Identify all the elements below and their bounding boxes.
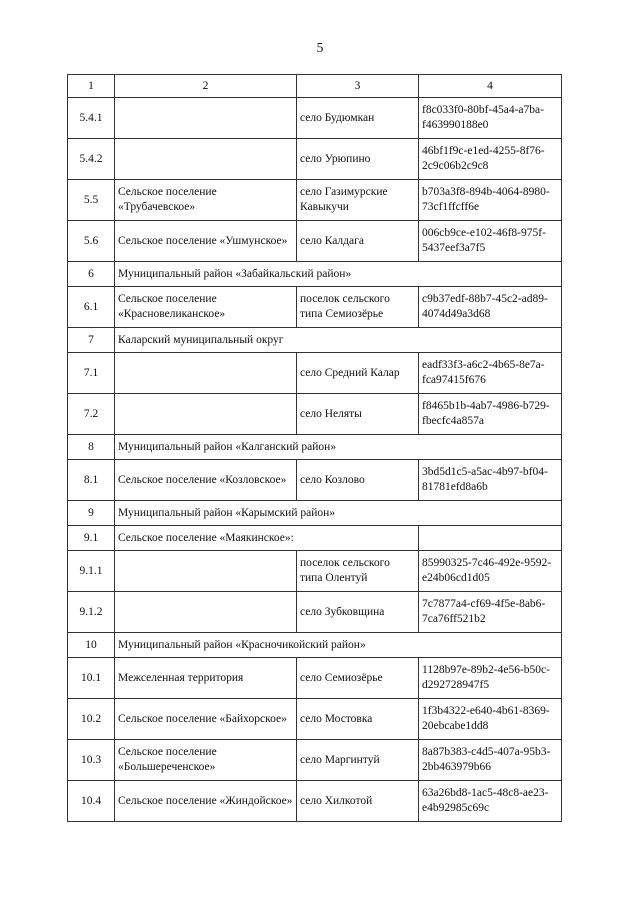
header-cell-2: 2 xyxy=(115,75,297,98)
settlement-cell xyxy=(115,394,297,435)
table-row xyxy=(68,658,562,699)
identifier-cell: c9b37edf-88b7-45c2-ad89-4074d49a3d68 xyxy=(419,287,562,328)
table-row xyxy=(68,633,562,658)
row-number-cell: 5.4.1 xyxy=(68,98,115,139)
locality-cell: поселок сельского типа Олентуй xyxy=(297,551,419,592)
locality-cell: село Средний Калар xyxy=(297,353,419,394)
table-row xyxy=(68,262,562,287)
page-number: 5 xyxy=(316,40,324,55)
table-row xyxy=(68,740,562,781)
table-row xyxy=(68,394,562,435)
locality-cell: село Семиозёрье xyxy=(297,658,419,699)
row-number-cell: 6.1 xyxy=(68,287,115,328)
table-row xyxy=(68,98,562,139)
locality-cell: село Маргинтуй xyxy=(297,740,419,781)
district-heading-cell: Каларский муниципальный округ xyxy=(115,328,562,353)
row-number-cell: 7.1 xyxy=(68,353,115,394)
row-number-cell: 5.4.2 xyxy=(68,139,115,180)
table-row xyxy=(68,328,562,353)
locality-cell: поселок сельского типа Семиозёрье xyxy=(297,287,419,328)
settlement-cell xyxy=(115,551,297,592)
district-heading-cell: Муниципальный район «Калганский район» xyxy=(115,435,562,460)
row-number-cell: 9.1.2 xyxy=(68,592,115,633)
row-number-cell: 9 xyxy=(68,501,115,526)
identifier-cell: 006cb9ce-e102-46f8-975f-5437eef3a7f5 xyxy=(419,221,562,262)
header-cell-3: 3 xyxy=(297,75,419,98)
identifier-cell: 1128b97e-89b2-4e56-b50c-d292728947f5 xyxy=(419,658,562,699)
settlements-table xyxy=(67,74,562,822)
row-number-cell: 6 xyxy=(68,262,115,287)
district-heading-cell: Муниципальный район «Красночикойский район» xyxy=(115,633,562,658)
settlement-cell: Сельское поселение «Ушмунское» xyxy=(115,221,297,262)
header-cell-4: 4 xyxy=(419,75,562,98)
settlement-cell: Сельское поселение «Байхорское» xyxy=(115,699,297,740)
identifier-cell: 85990325-7c46-492e-9592-e24b06cd1d05 xyxy=(419,551,562,592)
row-number-cell: 10.4 xyxy=(68,781,115,822)
settlement-cell: Сельское поселение «Большереченское» xyxy=(115,740,297,781)
row-number-cell: 7.2 xyxy=(68,394,115,435)
row-number-cell: 5.6 xyxy=(68,221,115,262)
row-number-cell: 5.5 xyxy=(68,180,115,221)
table-row xyxy=(68,551,562,592)
identifier-cell xyxy=(419,526,562,551)
settlement-cell xyxy=(115,139,297,180)
table-row xyxy=(68,180,562,221)
settlement-cell xyxy=(115,592,297,633)
row-number-cell: 10.3 xyxy=(68,740,115,781)
settlement-cell: Сельское поселение «Красновеликанское» xyxy=(115,287,297,328)
identifier-cell: 7c7877a4-cf69-4f5e-8ab6-7ca76ff521b2 xyxy=(419,592,562,633)
row-number-cell: 10 xyxy=(68,633,115,658)
table-row xyxy=(68,287,562,328)
locality-cell: село Газимурские Кавыкучи xyxy=(297,180,419,221)
table-header-row xyxy=(68,75,562,98)
row-number-cell: 10.1 xyxy=(68,658,115,699)
table-row xyxy=(68,435,562,460)
row-number-cell: 9.1.1 xyxy=(68,551,115,592)
locality-cell: село Козлово xyxy=(297,460,419,501)
row-number-cell: 8.1 xyxy=(68,460,115,501)
district-heading-cell: Муниципальный район «Забайкальский район» xyxy=(115,262,562,287)
locality-cell: село Урюпино xyxy=(297,139,419,180)
table-row xyxy=(68,501,562,526)
identifier-cell: 63a26bd8-1ac5-48c8-ae23-e4b92985c69c xyxy=(419,781,562,822)
table-row xyxy=(68,699,562,740)
settlement-cell xyxy=(115,98,297,139)
row-number-cell: 9.1 xyxy=(68,526,115,551)
settlement-cell: Межселенная территория xyxy=(115,658,297,699)
table-row xyxy=(68,781,562,822)
row-number-cell: 8 xyxy=(68,435,115,460)
row-number-cell: 7 xyxy=(68,328,115,353)
table-row xyxy=(68,221,562,262)
table-row xyxy=(68,353,562,394)
locality-cell: село Мостовка xyxy=(297,699,419,740)
locality-cell: село Хилкотой xyxy=(297,781,419,822)
table-row xyxy=(68,592,562,633)
locality-cell: село Неляты xyxy=(297,394,419,435)
identifier-cell: f8465b1b-4ab7-4986-b729-fbecfc4a857a xyxy=(419,394,562,435)
locality-cell: село Будюмкан xyxy=(297,98,419,139)
identifier-cell: 8a87b383-c4d5-407a-95b3-2bb463979b66 xyxy=(419,740,562,781)
header-cell-1: 1 xyxy=(68,75,115,98)
table-row xyxy=(68,460,562,501)
identifier-cell: 3bd5d1c5-a5ac-4b97-bf04-81781efd8a6b xyxy=(419,460,562,501)
district-heading-cell: Муниципальный район «Карымский район» xyxy=(115,501,562,526)
table-row xyxy=(68,526,562,551)
identifier-cell: f8c033f0-80bf-45a4-a7ba-f463990188e0 xyxy=(419,98,562,139)
locality-cell: село Зубковщина xyxy=(297,592,419,633)
settlement-cell: Сельское поселение «Трубачевское» xyxy=(115,180,297,221)
identifier-cell: eadf33f3-a6c2-4b65-8e7a-fca97415f676 xyxy=(419,353,562,394)
settlement-heading-cell: Сельское поселение «Маякинское»: xyxy=(115,526,419,551)
table-row xyxy=(68,139,562,180)
locality-cell: село Калдага xyxy=(297,221,419,262)
settlement-cell xyxy=(115,353,297,394)
settlement-cell: Сельское поселение «Жиндойское» xyxy=(115,781,297,822)
identifier-cell: 1f3b4322-e640-4b61-8369-20ebcabe1dd8 xyxy=(419,699,562,740)
settlement-cell: Сельское поселение «Козловское» xyxy=(115,460,297,501)
identifier-cell: b703a3f8-894b-4064-8980-73cf1ffcff6e xyxy=(419,180,562,221)
row-number-cell: 10.2 xyxy=(68,699,115,740)
identifier-cell: 46bf1f9c-e1ed-4255-8f76-2c9c06b2c9c8 xyxy=(419,139,562,180)
table-body xyxy=(68,75,562,822)
